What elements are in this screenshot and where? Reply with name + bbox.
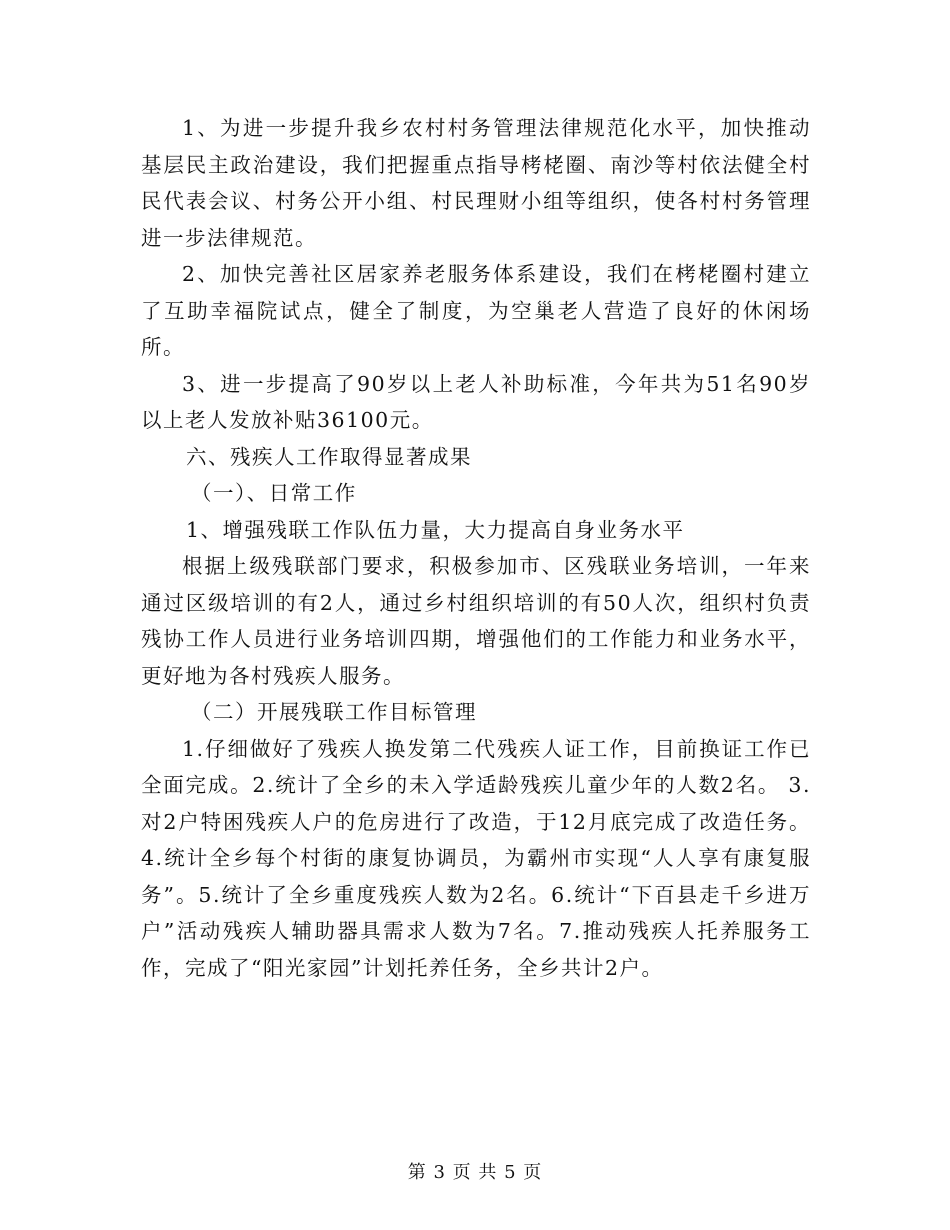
page-number-footer: 第 3 页 共 5 页: [407, 1162, 543, 1183]
subsection-heading-target-management: （二）开展残联工作目标管理: [191, 700, 477, 724]
item-heading-team-strength: 1、增强残联工作队伍力量，大力提高自身业务水平: [186, 517, 685, 542]
paragraph-elderly-care: 2、加快完善社区居家养老服务体系建设，我们在栲栳圈村建立了互助幸福院试点，健全了制度，为空巢老人营造了良好的休闲场所。: [141, 262, 811, 359]
paragraph-village-affairs: 1、为进一步提升我乡农村村务管理法律规范化水平，加快推动基层民主政治建设，我们把握重点指导栲栳圈、南沙等村依法健全村民代表会议、村务公开小组、村民理财小组等组织，使各村村务管理进一步法律规范。: [141, 116, 811, 250]
subsection-heading-daily-work: （一）、日常工作: [191, 481, 357, 505]
paragraph-target-management: 1.仔细做好了残疾人换发第二代残疾人证工作，目前换证工作已全面完成。2.统计了全乡的未入学适龄残疾儿童少年的人数2名。 3.对2户特困残疾人户的危房进行了改造，于12月底完成了改造任务。4.统计全乡每个村街的康复协调员，为霸州市实现“人人享有康复服务”。5.统计了全乡重度残疾人数为2名。6.统计“下百县走千乡进万户”活动残疾人辅助器具需求人数为7名。7.推动残疾人托养服务工作，完成了“阳光家园”计划托养任务，全乡共计2户。: [141, 736, 811, 980]
section-heading-disability: 六、残疾人工作取得显著成果: [186, 444, 472, 469]
paragraph-training: 根据上级残联部门要求，积极参加市、区残联业务培训，一年来通过区级培训的有2人，通过乡村组织培训的有50人次，组织村负责残协工作人员进行业务培训四期，增强他们的工作能力和业务水平，更好地为各村残疾人服务。: [141, 554, 811, 688]
paragraph-elderly-subsidy: 3、进一步提高了90岁以上老人补助标准，今年共为51名90岁以上老人发放补贴36100元。: [141, 371, 811, 432]
document-body: [141, 110, 811, 986]
